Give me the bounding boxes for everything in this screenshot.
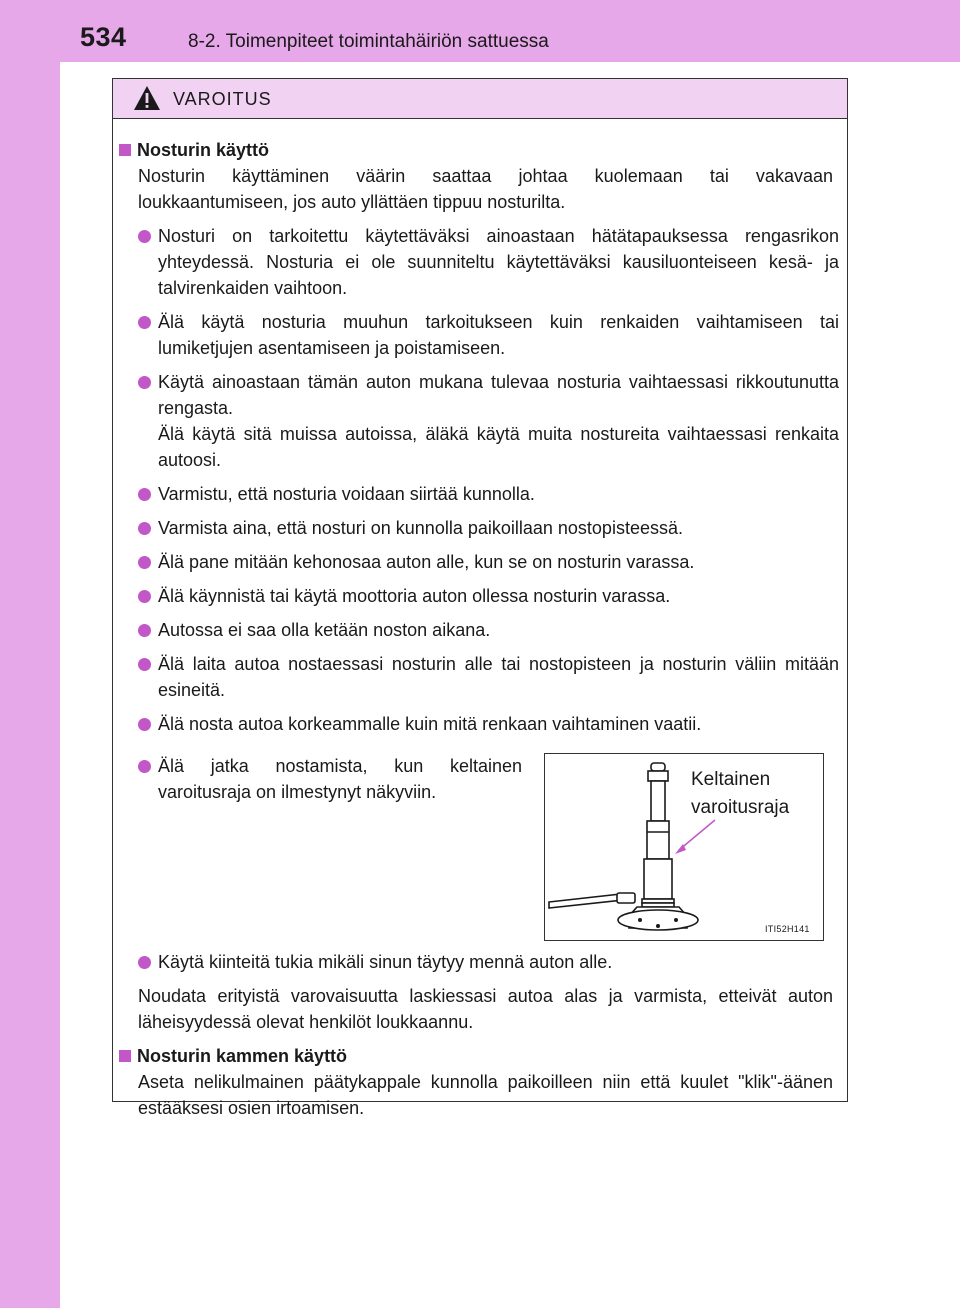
bullet-with-figure xyxy=(113,753,847,949)
list-item: Älä pane mitään kehonosaa auton alle, kun se on nosturin varassa. xyxy=(158,549,839,575)
figure-callout: Keltainen varoitusraja xyxy=(691,769,790,818)
warning-triangle-icon xyxy=(133,85,161,111)
warning-box xyxy=(112,78,848,1118)
jack-figure xyxy=(544,753,824,941)
list-item: Älä käytä nosturia muuhun tarkoitukseen kuin renkaiden vaihtamiseen tai lumiketjujen asentamiseen ja poistamiseen. xyxy=(158,309,839,361)
section-heading-text: Nosturin kammen käyttö xyxy=(137,1046,348,1066)
list-item: Älä laita autoa nostaessasi nosturin alle tai nostopisteen ja nosturin väliin mitään esineitä. xyxy=(158,651,839,703)
bullet-dot-icon xyxy=(138,376,151,389)
section-heading-crank-use xyxy=(113,1043,847,1069)
bullet-dot-icon xyxy=(138,488,151,501)
page-number: 534 xyxy=(80,22,127,52)
list-item: Varmista aina, että nosturi on kunnolla paikoillaan nostopisteessä. xyxy=(158,515,839,541)
list-item: Käytä kiinteitä tukia mikäli sinun täytyy mennä auton alle. xyxy=(158,949,839,975)
list-item: Älä jatka nostamista, kun keltainen varoitusraja on ilmestynyt näkyviin. xyxy=(158,753,522,805)
section-heading-text: Nosturin käyttö xyxy=(137,140,270,160)
bullet-dot-icon xyxy=(138,316,151,329)
warning-content xyxy=(113,137,847,1121)
chapter-title: 8-2. Toimenpiteet toimintahäiriön sattuessa xyxy=(188,31,549,52)
square-bullet-icon xyxy=(119,1050,131,1062)
section-heading-jack-use xyxy=(113,137,847,163)
bullet-dot-icon xyxy=(138,230,151,243)
bullet-dot-icon xyxy=(138,590,151,603)
bullet-dot-icon xyxy=(138,522,151,535)
square-bullet-icon xyxy=(119,144,131,156)
bullet-dot-icon xyxy=(138,718,151,731)
warning-label: VAROITUS xyxy=(173,89,272,109)
intro-paragraph: Nosturin käyttäminen väärin saattaa johtaa kuolemaan tai vakavaan loukkaantumiseen, jos auto yllättäen tippuu nosturilta. xyxy=(138,166,833,212)
list-item: Älä käynnistä tai käytä moottoria auton ollessa nosturin varassa. xyxy=(158,583,839,609)
list-item: Älä nosta autoa korkeammalle kuin mitä renkaan vaihtaminen vaatii. xyxy=(158,711,839,737)
side-strip xyxy=(0,0,60,1308)
bullet-dot-icon xyxy=(138,760,151,773)
list-item: Varmistu, että nosturia voidaan siirtää kunnolla. xyxy=(158,481,839,507)
bullet-dot-icon xyxy=(138,556,151,569)
crank-paragraph: Aseta nelikulmainen päätykappale kunnolla paikoilleen niin että kuulet "klik"-äänen estääksesi osien irtoamisen. xyxy=(138,1072,833,1118)
bullet-dot-icon xyxy=(138,956,151,969)
list-item: Käytä ainoastaan tämän auton mukana tulevaa nosturia vaihtaessasi rikkoutunutta rengasta. Älä käytä sitä muissa autoissa, äläkä käytä muita nostureita vaihtaessasi renkaita autoosi. xyxy=(158,369,839,473)
bullet-dot-icon xyxy=(138,624,151,637)
list-item: Autossa ei saa olla ketään noston aikana. xyxy=(158,617,839,643)
warning-header xyxy=(113,79,847,119)
bullet-dot-icon xyxy=(138,658,151,671)
closing-paragraph: Noudata erityistä varovaisuutta laskiessasi autoa alas ja varmista, etteivät auton läheisyydessä olevat henkilöt loukkaannu. xyxy=(138,986,833,1032)
list-item: Nosturi on tarkoitettu käytettäväksi ainoastaan hätätapauksessa rengasrikon yhteydessä. Nosturia ei ole suunniteltu käytettäväksi kausiluonteiseen kesä- ja talvirenkaiden vaihtoon. xyxy=(158,223,839,301)
figure-code: ITI52H141 xyxy=(765,924,810,934)
